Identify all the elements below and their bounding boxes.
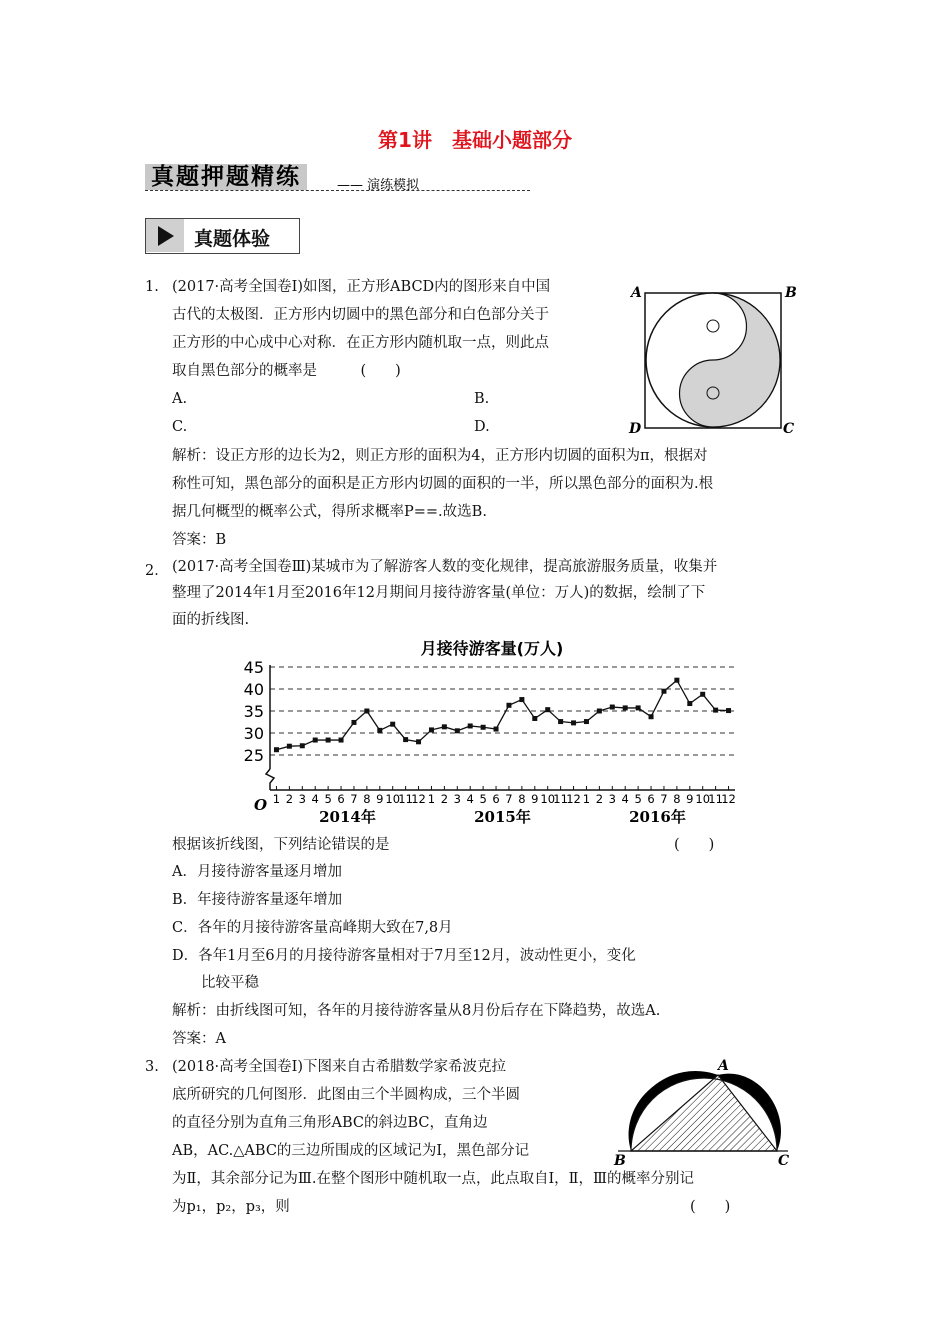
banner: [145, 164, 530, 198]
data-point: [287, 744, 292, 749]
q1-analysis: 据几何概型的概率公式，得所求概率P==.故选B.: [172, 504, 487, 520]
label-a: A: [718, 1058, 729, 1074]
data-point: [468, 723, 473, 728]
x-tick-label: 6: [647, 792, 655, 806]
banner-title: 真题押题精练: [145, 164, 307, 190]
x-tick-label: 1: [427, 792, 436, 806]
data-point: [674, 678, 679, 683]
x-tick-label: 4: [311, 792, 319, 806]
data-point: [610, 705, 615, 710]
x-tick-label: 10: [385, 792, 401, 806]
x-tick-label: 5: [479, 792, 487, 806]
label-b: B: [785, 285, 797, 301]
label-b: B: [614, 1153, 626, 1168]
data-point: [481, 725, 486, 730]
q2-answer: 答案：A: [172, 1031, 226, 1047]
q3-line: 为Ⅱ，其余部分记为Ⅲ.在整个图形中随机取一点，此点取自Ⅰ，Ⅱ，Ⅲ的概率分别记: [172, 1171, 695, 1187]
x-tick-label: 2: [595, 792, 604, 806]
x-tick-label: 2: [440, 792, 449, 806]
q1-analysis: 称性可知，黑色部分的面积是正方形内切圆的面积的一半，所以黑色部分的面积为.根: [172, 476, 714, 492]
q1-option-b: B.: [474, 391, 490, 407]
y-tick-label: 35: [243, 702, 264, 721]
data-point: [339, 738, 344, 743]
q2-line: 整理了2014年1月至2016年12月期间月接待游客量(单位：万人)的数据，绘制了下: [172, 585, 706, 601]
q1-line: 正方形的中心成中心对称．在正方形内随机取一点，则此点: [172, 335, 549, 351]
x-tick-label: 11: [553, 792, 568, 806]
q2-option-b: B．年接待游客量逐年增加: [172, 892, 343, 908]
y-axis-ticks: [244, 658, 264, 765]
q1-option-c: C.: [172, 419, 188, 435]
year-label: 2016年: [629, 808, 686, 826]
data-point: [416, 739, 421, 744]
x-tick-label: 9: [376, 792, 384, 806]
q2-question: 根据该折线图，下列结论错误的是: [172, 837, 390, 853]
x-tick-label: 12: [411, 792, 426, 806]
data-point: [300, 743, 305, 748]
small-dot-white: [707, 320, 719, 332]
q1-line: 古代的太极图．正方形内切圆中的黑色部分和白色部分关于: [172, 307, 549, 323]
q2-option-d: D．各年1月至6月的月接待游客量相对于7月至12月，波动性更小，变化: [172, 948, 636, 964]
x-tick-label: 5: [634, 792, 642, 806]
data-point: [326, 738, 331, 743]
data-point: [584, 719, 589, 724]
q2-option-a: A．月接待游客量逐月增加: [172, 864, 342, 880]
x-tick-label: 4: [466, 792, 474, 806]
q2-option-d-cont: 比较平稳: [172, 975, 259, 991]
data-point: [377, 728, 382, 733]
data-point: [687, 701, 692, 706]
q3-line: 底所研究的几何图形．此图由三个半圆构成，三个半圆: [172, 1087, 520, 1103]
year-label: 2015年: [474, 808, 531, 826]
q3-line: 的直径分别为直角三角形ABC的斜边BC，直角边: [172, 1115, 488, 1131]
data-point: [442, 724, 447, 729]
y-tick-label: 25: [243, 746, 264, 765]
x-tick-label: 7: [660, 792, 668, 806]
x-tick-label: 4: [621, 792, 629, 806]
data-point: [571, 720, 576, 725]
q1-answer: 答案：B: [172, 532, 227, 548]
q2-line: 面的折线图.: [172, 612, 250, 628]
axis-break: [266, 769, 274, 790]
x-tick-label: 8: [518, 792, 526, 806]
y-tick-label: 45: [243, 658, 264, 677]
x-tick-label: 9: [686, 792, 694, 806]
x-tick-label: 10: [540, 792, 556, 806]
x-tick-label: 5: [324, 792, 332, 806]
data-point: [519, 697, 524, 702]
data-point: [313, 738, 318, 743]
data-point: [364, 709, 369, 714]
x-tick-label: 1: [272, 792, 281, 806]
x-tick-label: 7: [505, 792, 513, 806]
section-label: 真题体验: [194, 228, 271, 250]
x-tick-label: 1: [582, 792, 591, 806]
data-point: [636, 705, 641, 710]
data-point: [661, 689, 666, 694]
data-point: [623, 705, 628, 710]
data-point: [545, 707, 550, 712]
taiji-figure: [625, 280, 805, 440]
x-tick-label: 6: [337, 792, 345, 806]
x-tick-label: 9: [531, 792, 539, 806]
q3-number: 3.: [145, 1059, 159, 1075]
series-line: [276, 680, 728, 750]
x-tick-label: 3: [453, 792, 461, 806]
line-chart: [230, 632, 750, 830]
q1-analysis: 解析：设正方形的边长为2，则正方形的面积为4，正方形内切圆的面积为π，根据对: [172, 448, 708, 464]
x-tick-label: 7: [350, 792, 358, 806]
x-tick-label: 8: [363, 792, 371, 806]
q3-line: AB，AC.△ABC的三边所围成的区域记为Ⅰ，黑色部分记: [172, 1143, 530, 1159]
origin-label: O: [254, 796, 268, 814]
x-tick-label: 10: [695, 792, 711, 806]
q2-number: 2．: [145, 563, 169, 579]
x-tick-label: 12: [721, 792, 736, 806]
q2-paren: ( ): [674, 837, 715, 853]
data-point: [726, 708, 731, 713]
label-c: C: [783, 421, 795, 437]
data-point: [700, 692, 705, 697]
data-point: [597, 709, 602, 714]
chart-title: 月接待游客量(万人): [420, 639, 564, 658]
x-tick-label: 12: [566, 792, 581, 806]
x-tick-label: 3: [608, 792, 616, 806]
data-point: [713, 708, 718, 713]
play-arrow-icon: [146, 219, 184, 252]
q1-number: 1.: [145, 279, 159, 295]
x-tick-label: 6: [492, 792, 500, 806]
label-c: C: [778, 1153, 790, 1168]
q1-line: 取自黑色部分的概率是 ( ): [172, 363, 401, 379]
label-a: A: [631, 285, 642, 301]
chart-axes: [266, 665, 735, 790]
data-point: [506, 703, 511, 708]
year-labels: [319, 808, 686, 826]
data-point: [455, 728, 460, 733]
data-point: [532, 716, 537, 721]
y-tick-label: 30: [243, 724, 264, 743]
q1-line: (2017·高考全国卷Ⅰ)如图，正方形ABCD内的图形来自中国: [172, 279, 551, 295]
data-point: [390, 722, 395, 727]
x-tick-label: 8: [673, 792, 681, 806]
x-tick-label: 3: [298, 792, 306, 806]
data-point: [274, 747, 279, 752]
data-point: [351, 720, 356, 725]
year-label: 2014年: [319, 808, 376, 826]
lune-figure: [608, 1053, 798, 1168]
q2-analysis: 解析：由折线图可知，各年的月接待游客量从8月份后存在下降趋势，故选A.: [172, 1003, 661, 1019]
data-point: [649, 714, 654, 719]
x-tick-label: 11: [708, 792, 723, 806]
small-dot-gray: [707, 387, 719, 399]
q2-option-c: C．各年的月接待游客量高峰期大致在7,8月: [172, 920, 453, 936]
q3-paren: ( ): [690, 1199, 731, 1215]
x-axis-ticks: [273, 786, 736, 806]
x-tick-label: 2: [285, 792, 294, 806]
q2-line: (2017·高考全国卷Ⅲ)某城市为了解游客人数的变化规律，提高旅游服务质量，收集并: [172, 559, 718, 575]
data-point: [429, 727, 434, 732]
section-header: [145, 218, 300, 254]
x-tick-label: 11: [398, 792, 413, 806]
q1-option-d: D.: [474, 419, 490, 435]
data-point: [558, 719, 563, 724]
data-point: [403, 737, 408, 742]
banner-subtitle: —— 演练模拟: [337, 178, 420, 193]
page-title: 第1讲 基础小题部分: [378, 128, 572, 152]
label-d: D: [629, 421, 642, 437]
q3-line: 为p₁，p₂，p₃，则: [172, 1199, 290, 1215]
y-tick-label: 40: [243, 680, 264, 699]
data-point: [494, 727, 499, 732]
q3-line: (2018·高考全国卷Ⅰ)下图来自古希腊数学家希波克拉: [172, 1059, 507, 1075]
q1-option-a: A.: [172, 391, 188, 407]
